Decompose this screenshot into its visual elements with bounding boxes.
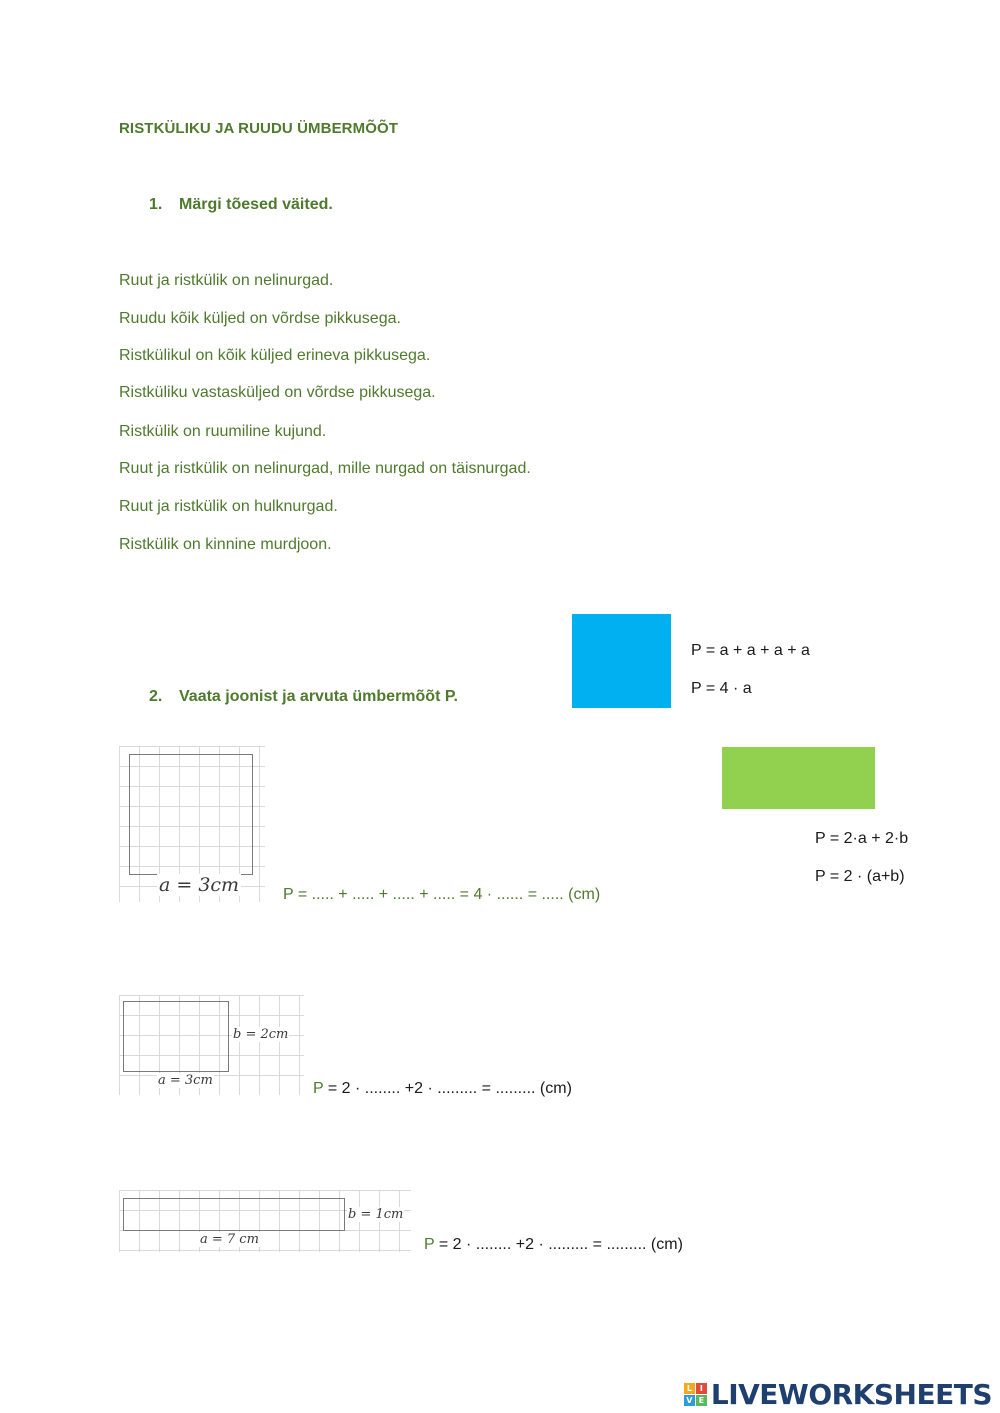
statement-7[interactable]: Ruut ja ristkülik on hulknurgad. (119, 498, 338, 515)
statement-3[interactable]: Ristkülikul on kõik küljed erineva pikkusega. (119, 347, 431, 364)
exercise3-rect-bottom (123, 1230, 345, 1231)
task1-heading (149, 196, 333, 214)
exercise1-grid-image (119, 746, 265, 902)
liveworksheets-logo-icon (684, 1383, 707, 1406)
exercise3-label-a: a = 7 cm (200, 1232, 259, 1247)
exercise1-formula[interactable]: P = ..... + ..... + ..... + ..... = 4 · ...... = ..... (cm) (283, 886, 601, 903)
logo-mark-e: E (696, 1395, 707, 1406)
square-formula-2: P = 4 · a (691, 680, 752, 697)
exercise1-label-a: a = 3cm (159, 874, 240, 896)
rect-formula-2: P = 2 · (a+b) (815, 868, 905, 885)
exercise3-formula-rest: = 2 · ........ +2 · ......... = ......... (cm) (434, 1236, 683, 1253)
statement-6[interactable]: Ruut ja ristkülik on nelinurgad, mille nurgad on täisnurgad. (119, 460, 531, 477)
statement-4[interactable]: Ristküliku vastasküljed on võrdse pikkusega. (119, 384, 436, 401)
task1-heading-text: Märgi tõesed väited. (179, 196, 333, 213)
task1-number: 1. (149, 196, 163, 213)
exercise3-label-b: b = 1cm (348, 1207, 404, 1222)
exercise2-rect-left (123, 1001, 124, 1072)
exercise1-square-left (129, 754, 130, 875)
exercise2-rect-right (228, 1001, 229, 1072)
liveworksheets-logo-text: LIVEWORKSHEETS (710, 1378, 992, 1411)
statement-8[interactable]: Ristkülik on kinnine murdjoon. (119, 536, 332, 553)
page-title: RISTKÜLIKU JA RUUDU ÜMBERMÕÕT (119, 120, 399, 137)
exercise2-formula-rest: = 2 · ........ +2 · ......... = ......... (cm) (323, 1080, 572, 1097)
exercise1-square-top (129, 754, 253, 755)
task2-heading (149, 688, 458, 706)
logo-mark-i: I (696, 1383, 707, 1394)
exercise3-rect-left (123, 1198, 124, 1231)
logo-mark-v: V (684, 1395, 695, 1406)
rect-formula-1: P = 2·a + 2·b (815, 830, 909, 847)
exercise2-rect-top (123, 1001, 229, 1002)
exercise2-label-a: a = 3cm (158, 1073, 213, 1088)
exercise3-grid-image (119, 1190, 411, 1252)
blue-square-shape (572, 614, 671, 708)
statement-2[interactable]: Ruudu kõik küljed on võrdse pikkusega. (119, 310, 401, 327)
exercise3-rect-top (123, 1198, 345, 1199)
exercise3-formula-p: P (424, 1236, 435, 1253)
exercise2-label-b: b = 2cm (233, 1027, 289, 1042)
green-rectangle-shape (722, 747, 875, 809)
exercise2-formula-p: P (313, 1080, 324, 1097)
exercise2-formula[interactable] (313, 1080, 572, 1098)
exercise3-formula[interactable] (424, 1236, 683, 1254)
exercise2-rect-bottom (123, 1071, 229, 1072)
task2-heading-text: Vaata joonist ja arvuta ümbermõõt P. (179, 688, 458, 705)
square-formula-1: P = a + a + a + a (691, 642, 810, 659)
exercise2-grid-image (119, 995, 304, 1095)
task2-number: 2. (149, 688, 163, 705)
exercise1-square-right (252, 754, 253, 875)
statement-5[interactable]: Ristkülik on ruumiline kujund. (119, 423, 327, 440)
exercise3-rect-right (344, 1198, 345, 1231)
liveworksheets-logo (684, 1378, 992, 1411)
logo-mark-l: L (684, 1383, 695, 1394)
statement-1[interactable]: Ruut ja ristkülik on nelinurgad. (119, 272, 334, 289)
